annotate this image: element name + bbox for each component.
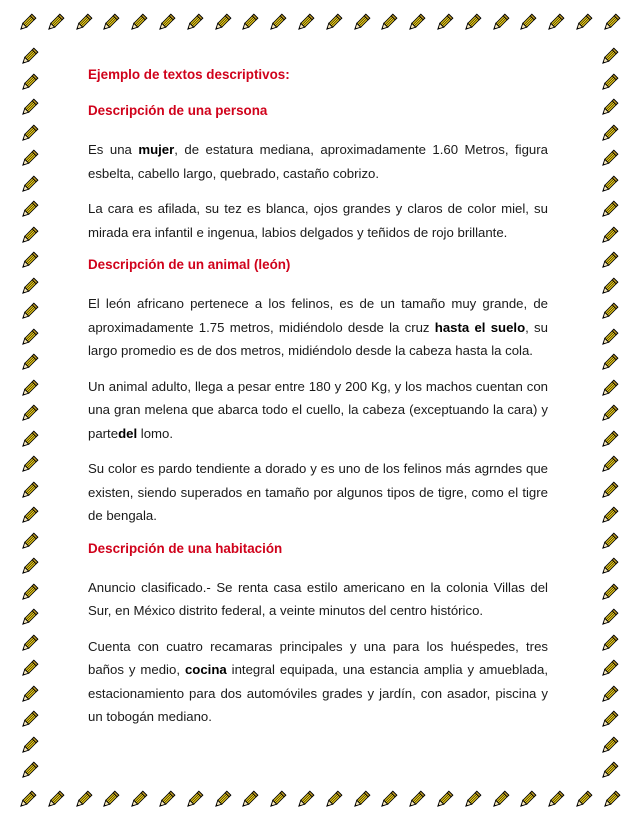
pencil-icon <box>16 789 38 811</box>
pencil-icon <box>600 789 622 811</box>
pencil-icon <box>238 12 260 34</box>
pencil-icon <box>155 12 177 34</box>
text-run: Un animal adulto, llega a pesar entre 180 y 200 Kg, y los machos cuentan con una gran melena que abarca todo el cuello, la cabeza (exceptuando la cara) y parte <box>88 378 548 441</box>
pencil-icon <box>99 789 121 811</box>
text-run: Su color es pardo tendiente a dorado y es uno de los felinos más agrndes que existen, siendo superados en tamaño por algunos tipos de tigre, como el tigre de bengala. <box>88 461 548 523</box>
pencil-icon <box>266 12 288 34</box>
pencil-icon <box>18 760 40 782</box>
section-heading-animal: Descripción de un animal (león) <box>88 257 291 272</box>
pencil-icon <box>72 12 94 34</box>
pencil-icon <box>18 403 40 425</box>
pencil-border-top <box>16 8 622 38</box>
pencil-icon <box>598 556 620 578</box>
document-title: Ejemplo de textos descriptivos: <box>88 67 290 82</box>
pencil-icon <box>544 12 566 34</box>
pencil-icon <box>183 789 205 811</box>
paragraph <box>88 197 548 244</box>
pencil-icon <box>598 633 620 655</box>
pencil-icon <box>127 12 149 34</box>
pencil-border-left <box>14 46 44 782</box>
pencil-icon <box>598 684 620 706</box>
section-heading-persona: Descripción de una persona <box>88 103 268 118</box>
pencil-icon <box>18 46 40 68</box>
paragraph <box>88 138 548 185</box>
pencil-icon <box>18 709 40 731</box>
pencil-icon <box>598 352 620 374</box>
pencil-icon <box>489 789 511 811</box>
text-run: Es una <box>88 142 139 157</box>
pencil-icon <box>598 505 620 527</box>
pencil-icon <box>516 12 538 34</box>
bold-text: cocina <box>184 662 227 677</box>
text-run: lomo. <box>137 425 174 441</box>
section-heading-habitacion: Descripción de una habitación <box>88 540 283 556</box>
pencil-icon <box>18 735 40 757</box>
pencil-icon <box>489 12 511 34</box>
pencil-icon <box>18 123 40 145</box>
pencil-icon <box>18 327 40 349</box>
bold-text: mujer <box>138 142 175 157</box>
pencil-icon <box>598 582 620 604</box>
pencil-icon <box>544 789 566 811</box>
pencil-icon <box>405 789 427 811</box>
pencil-icon <box>598 46 620 68</box>
pencil-icon <box>16 12 38 34</box>
pencil-icon <box>598 97 620 119</box>
pencil-icon <box>598 709 620 731</box>
pencil-icon <box>322 789 344 811</box>
paragraph <box>88 576 548 623</box>
pencil-icon <box>18 658 40 680</box>
pencil-icon <box>598 403 620 425</box>
pencil-icon <box>44 789 66 811</box>
pencil-icon <box>598 327 620 349</box>
pencil-icon <box>18 97 40 119</box>
pencil-icon <box>211 789 233 811</box>
pencil-icon <box>377 789 399 811</box>
pencil-icon <box>598 174 620 196</box>
pencil-icon <box>99 12 121 34</box>
pencil-icon <box>598 250 620 272</box>
pencil-icon <box>18 174 40 196</box>
text-run: La cara es afilada, su tez es blanca, ojos grandes y claros de color miel, su mirada era infantil e ingenua, labios delgados y teñidos de rojo brillante. <box>88 201 548 240</box>
pencil-icon <box>238 789 260 811</box>
pencil-icon <box>598 531 620 553</box>
pencil-icon <box>18 531 40 553</box>
pencil-icon <box>377 12 399 34</box>
pencil-icon <box>461 789 483 811</box>
pencil-icon <box>598 658 620 680</box>
pencil-icon <box>18 352 40 374</box>
pencil-icon <box>598 276 620 298</box>
pencil-icon <box>405 12 427 34</box>
pencil-icon <box>598 301 620 323</box>
bold-text: hasta el suelo <box>434 319 526 335</box>
pencil-icon <box>598 199 620 221</box>
pencil-icon <box>183 12 205 34</box>
document-page <box>88 66 548 741</box>
pencil-icon <box>18 429 40 451</box>
pencil-icon <box>18 276 40 298</box>
pencil-icon <box>18 480 40 502</box>
pencil-icon <box>598 378 620 400</box>
text-run: El león africano pertenece a los felinos, es de un tamaño muy grande, de aproximadamente 1.75 metros, midiéndolo desde la cruz <box>88 296 548 335</box>
pencil-icon <box>18 148 40 170</box>
pencil-icon <box>294 789 316 811</box>
pencil-icon <box>44 12 66 34</box>
pencil-icon <box>18 225 40 247</box>
pencil-icon <box>350 12 372 34</box>
pencil-icon <box>516 789 538 811</box>
pencil-icon <box>598 429 620 451</box>
pencil-border-bottom <box>16 785 622 815</box>
paragraph <box>88 457 548 528</box>
pencil-icon <box>294 12 316 34</box>
pencil-icon <box>127 789 149 811</box>
pencil-icon <box>18 378 40 400</box>
pencil-icon <box>18 250 40 272</box>
pencil-icon <box>18 199 40 221</box>
pencil-icon <box>598 148 620 170</box>
pencil-icon <box>598 225 620 247</box>
pencil-icon <box>18 454 40 476</box>
pencil-icon <box>461 12 483 34</box>
paragraph <box>88 375 548 446</box>
pencil-icon <box>598 72 620 94</box>
paragraph <box>88 635 548 729</box>
pencil-icon <box>433 789 455 811</box>
pencil-icon <box>598 480 620 502</box>
pencil-icon <box>598 454 620 476</box>
pencil-icon <box>18 607 40 629</box>
pencil-icon <box>72 789 94 811</box>
pencil-border-right <box>594 46 624 782</box>
pencil-icon <box>572 789 594 811</box>
text-run: , de estatura mediana, aproximadamente 1.60 Metros, figura esbelta, cabello largo, quebrado, castaño cobrizo. <box>88 142 548 181</box>
pencil-icon <box>322 12 344 34</box>
pencil-icon <box>600 12 622 34</box>
pencil-icon <box>18 301 40 323</box>
pencil-icon <box>18 684 40 706</box>
pencil-icon <box>266 789 288 811</box>
pencil-icon <box>572 12 594 34</box>
pencil-icon <box>155 789 177 811</box>
paragraph <box>88 292 548 363</box>
pencil-icon <box>18 633 40 655</box>
pencil-icon <box>598 760 620 782</box>
pencil-icon <box>598 735 620 757</box>
text-run: Anuncio clasificado.- Se renta casa estilo americano en la colonia Villas del Sur, en México distrito federal, a veinte minutos del centro histórico. <box>88 579 548 618</box>
text-run: integral equipada, una estancia amplia y amueblada, estacionamiento para dos automóviles grades y jardín, con asador, piscina y un tobogán mediano. <box>88 662 548 724</box>
pencil-icon <box>598 123 620 145</box>
pencil-icon <box>211 12 233 34</box>
pencil-icon <box>18 556 40 578</box>
pencil-icon <box>350 789 372 811</box>
bold-text: del <box>118 425 138 441</box>
pencil-icon <box>18 505 40 527</box>
text-run: Cuenta con cuatro recamaras principales y una para los huéspedes, tres baños y medio, <box>88 638 548 677</box>
pencil-icon <box>18 72 40 94</box>
text-run: , su largo promedio es de dos metros, midiéndolo desde la cabeza hasta la cola. <box>88 319 548 358</box>
pencil-icon <box>18 582 40 604</box>
pencil-icon <box>433 12 455 34</box>
pencil-icon <box>598 607 620 629</box>
